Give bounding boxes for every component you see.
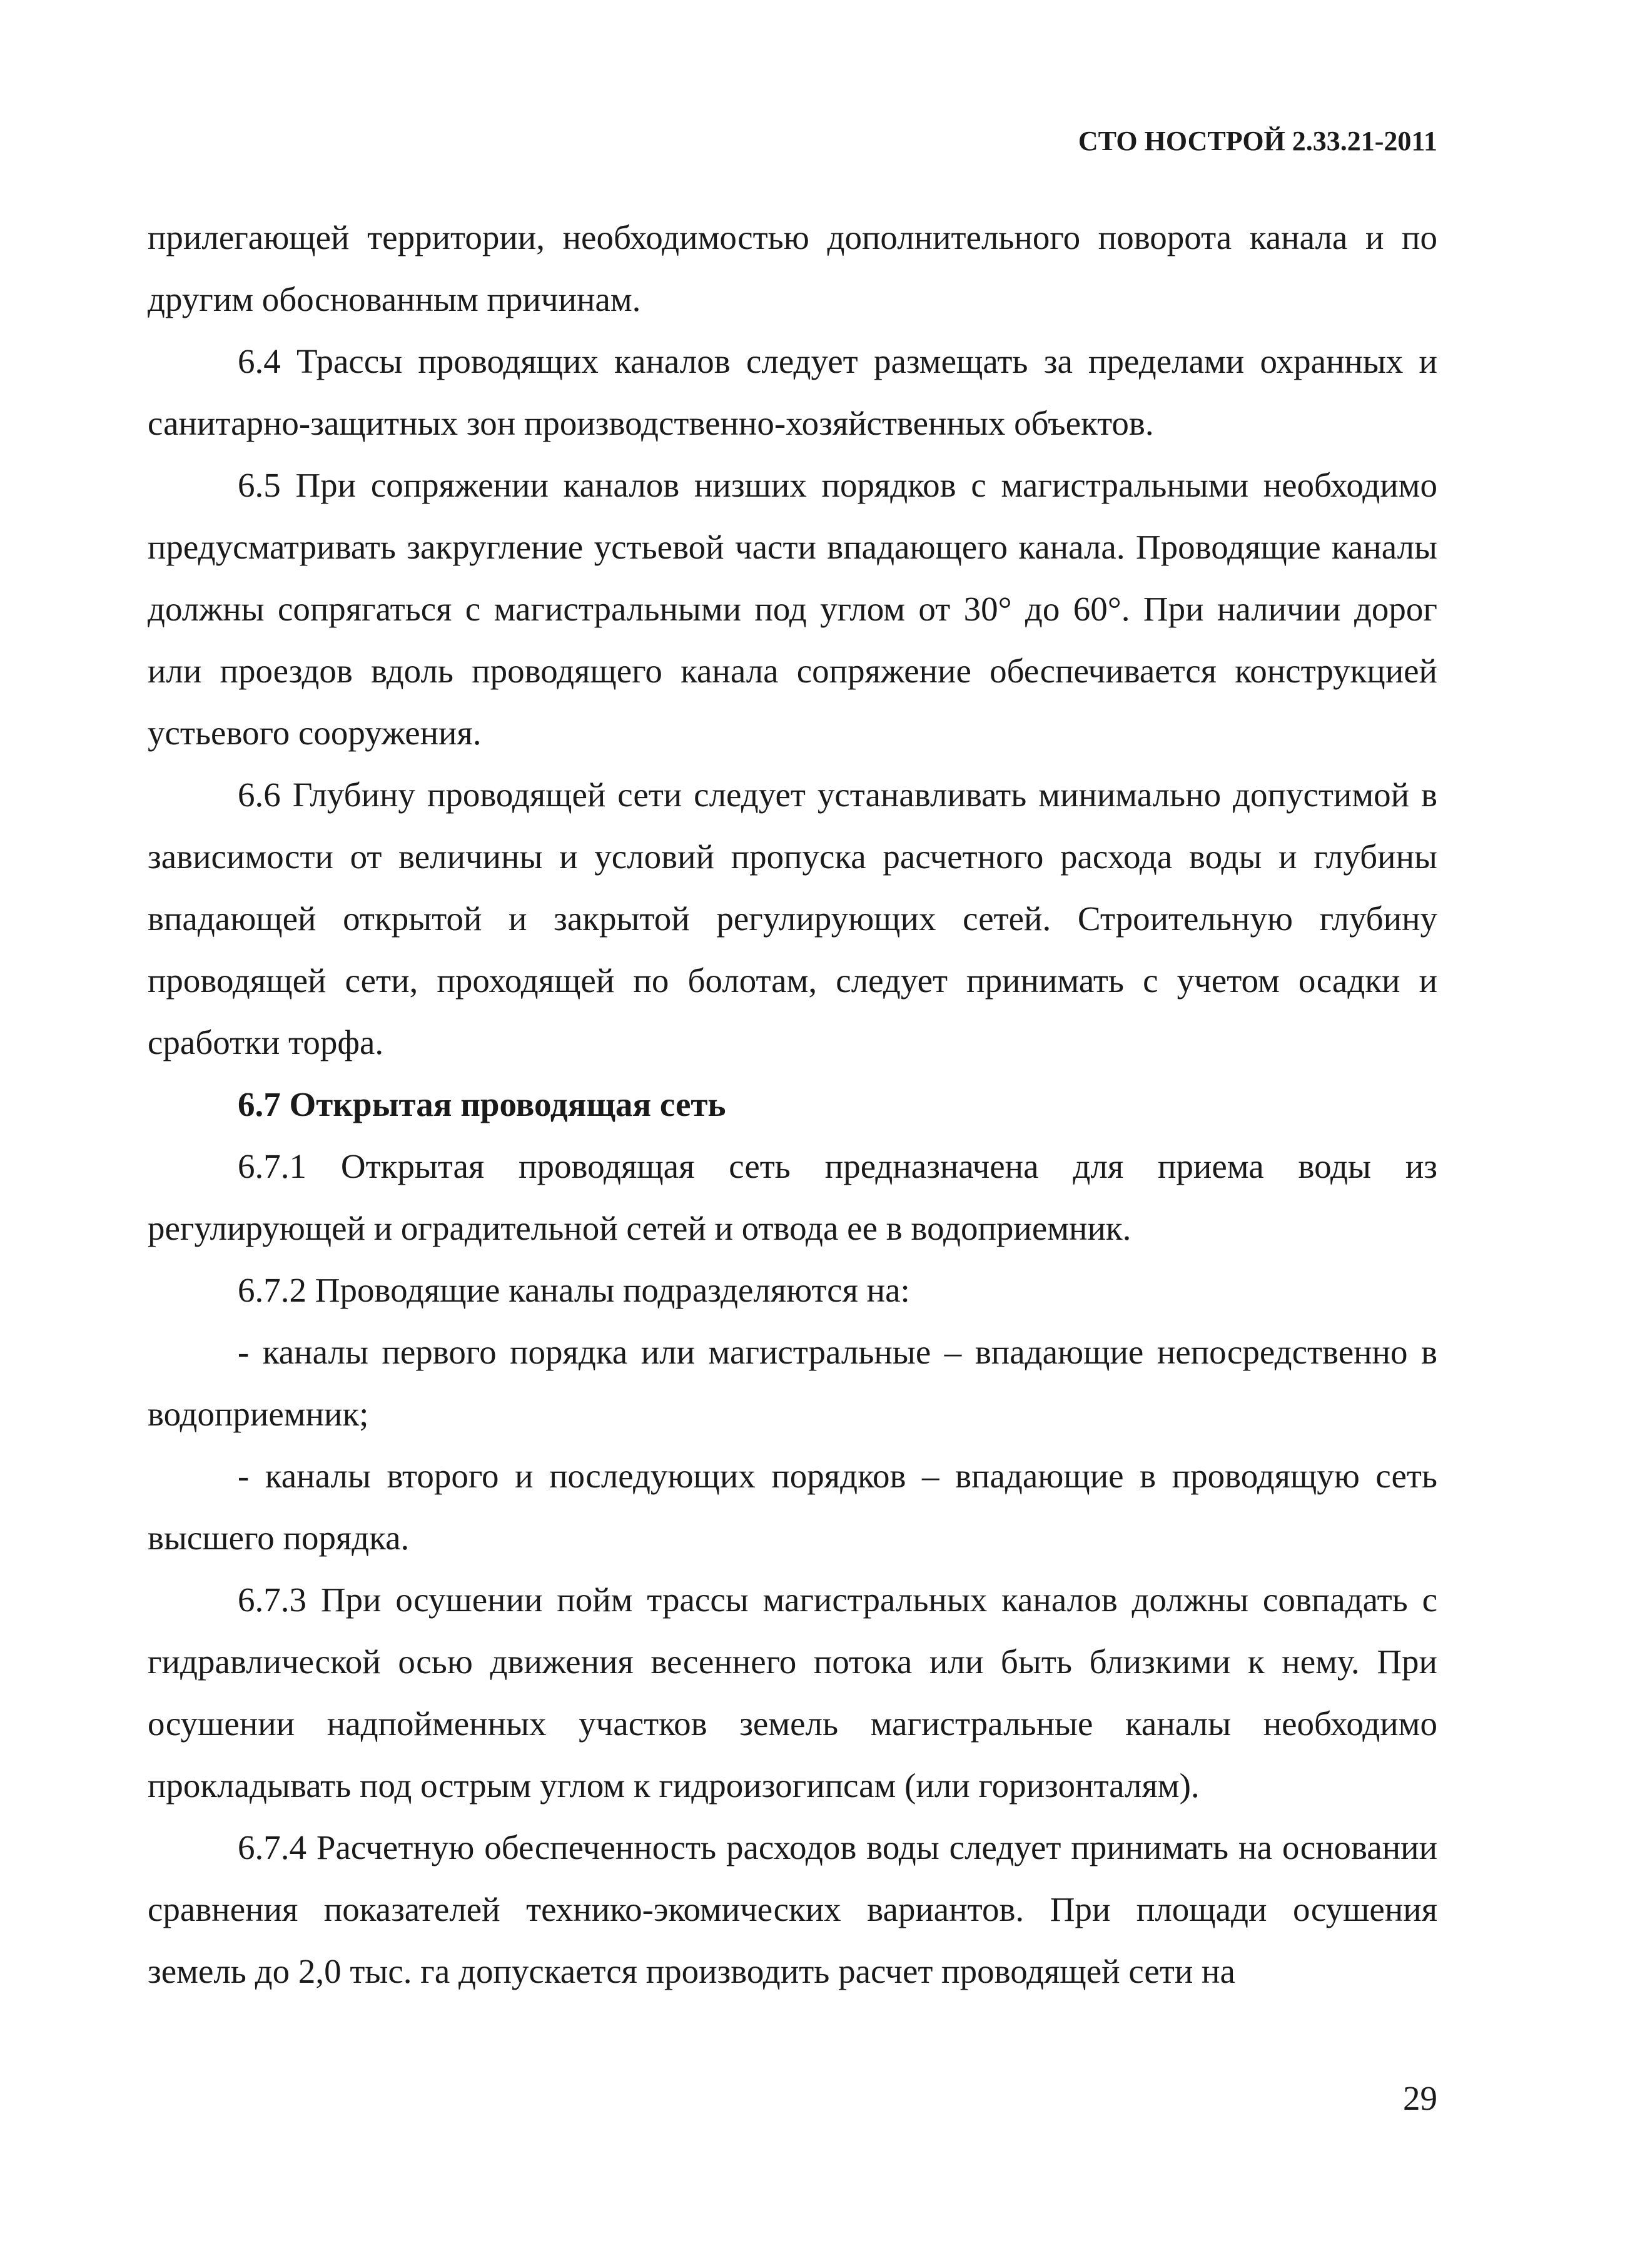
paragraph-6-7-1: 6.7.1 Открытая проводящая сеть предназначена для приема воды из регулирующей и оградительной сетей и отвода ее в водоприемник. [148, 1147, 1437, 1247]
list-item-first-order: - каналы первого порядка или магистральные – впадающие непосредственно в водоприемник; [148, 1333, 1437, 1433]
document-code-header: СТО НОСТРОЙ 2.33.21-2011 [1078, 126, 1437, 156]
page-number: 29 [1403, 2079, 1437, 2117]
paragraph-6-5: 6.5 При сопряжении каналов низших порядков с магистральными необходимо предусматривать закругление устьевой части впадающего канала. Проводящие каналы должны сопрягаться с магистральными под углом от 30° до 60°. При наличии дорог или проездов вдоль проводящего канала сопряжение обеспечивается конструкцией устьевого сооружения. [148, 466, 1437, 752]
paragraph-6-7-4: 6.7.4 Расчетную обеспеченность расходов воды следует принимать на основании сравнения показателей технико-экомических вариантов. При площади осушения земель до 2,0 тыс. га допускается производить расчет проводящей сети на [148, 1828, 1437, 1990]
paragraph-6-7-3: 6.7.3 При осушении пойм трассы магистральных каналов должны совпадать с гидравлической осью движения весеннего потока или быть близкими к нему. При осушении надпойменных участков земель магистральные каналы необходимо прокладывать под острым углом к гидроизогипсам (или горизонталям). [148, 1581, 1437, 1805]
paragraph-6-7-2: 6.7.2 Проводящие каналы подразделяются на: [238, 1271, 910, 1309]
paragraph-6-4: 6.4 Трассы проводящих каналов следует размещать за пределами охранных и санитарно-защитных зон производственно-хозяйственных объектов. [148, 342, 1437, 442]
section-heading-6-7: 6.7 Открытая проводящая сеть [238, 1085, 726, 1123]
body-text [148, 206, 1437, 2002]
paragraph-6-6: 6.6 Глубину проводящей сети следует устанавливать минимально допустимой в зависимости от величины и условий пропуска расчетного расхода воды и глубины впадающей открытой и закрытой регулирующих сетей. Строительную глубину проводящей сети, проходящей по болотам, следует принимать с учетом осадки и сработки торфа. [148, 776, 1437, 1061]
list-item-second-order: - каналы второго и последующих порядков – впадающие в проводящую сеть высшего порядка. [148, 1457, 1437, 1557]
paragraph-continuation: прилегающей территории, необходимостью дополнительного поворота канала и по другим обоснованным причинам. [148, 218, 1437, 318]
